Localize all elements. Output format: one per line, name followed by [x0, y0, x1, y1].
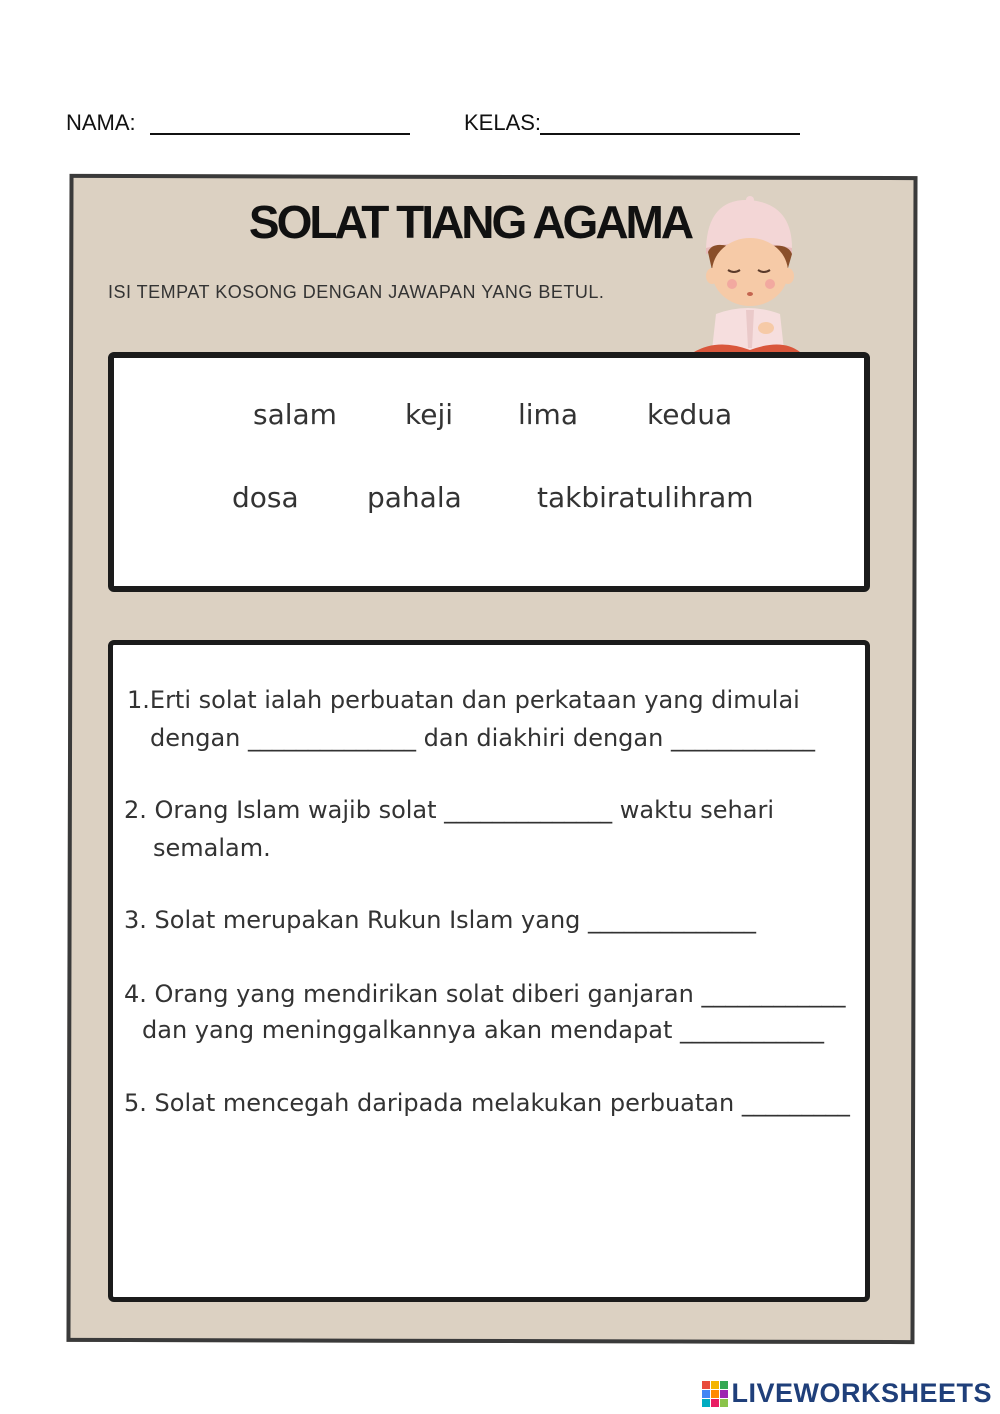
word-bank-item[interactable]: lima — [518, 398, 578, 431]
kelas-label: KELAS: — [464, 110, 542, 135]
word-bank-item[interactable]: kedua — [647, 398, 733, 431]
nama-label: NAMA: — [66, 110, 136, 135]
question-1-line-2[interactable]: dengan ______________ dan diakhiri dengan ____________ — [150, 724, 815, 752]
question-4-line-2[interactable]: dan yang meninggalkannya akan mendapat ____________ — [142, 1016, 824, 1044]
word-bank-item[interactable]: salam — [253, 398, 337, 431]
word-bank-item[interactable]: keji — [405, 398, 454, 431]
word-bank-item[interactable]: takbiratulihram — [537, 481, 754, 514]
brand-text: LIVEWORKSHEETS — [731, 1378, 992, 1408]
liveworksheets-logo-icon — [702, 1381, 728, 1407]
question-5[interactable]: 5. Solat mencegah daripada melakukan perbuatan _________ — [124, 1089, 850, 1117]
question-2-line-1[interactable]: 2. Orang Islam wajib solat ______________ waktu sehari — [124, 796, 775, 824]
question-3[interactable]: 3. Solat merupakan Rukun Islam yang ______________ — [124, 906, 757, 934]
nama-field[interactable] — [150, 133, 410, 135]
kelas-field[interactable] — [540, 133, 800, 135]
instruction-text: ISI TEMPAT KOSONG DENGAN JAWAPAN YANG BETUL. — [108, 282, 605, 302]
word-bank-item[interactable]: pahala — [367, 481, 462, 514]
word-bank-item[interactable]: dosa — [232, 481, 299, 514]
liveworksheets-brand — [702, 1378, 992, 1409]
word-bank-box — [108, 352, 870, 592]
question-2-line-2: semalam. — [153, 834, 271, 862]
worksheet-title: SOLAT TIANG AGAMA — [248, 196, 692, 248]
question-4-line-1[interactable]: 4. Orang yang mendirikan solat diberi ganjaran ____________ — [124, 980, 846, 1008]
question-1-line-1: 1.Erti solat ialah perbuatan dan perkataan yang dimulai — [127, 686, 800, 714]
